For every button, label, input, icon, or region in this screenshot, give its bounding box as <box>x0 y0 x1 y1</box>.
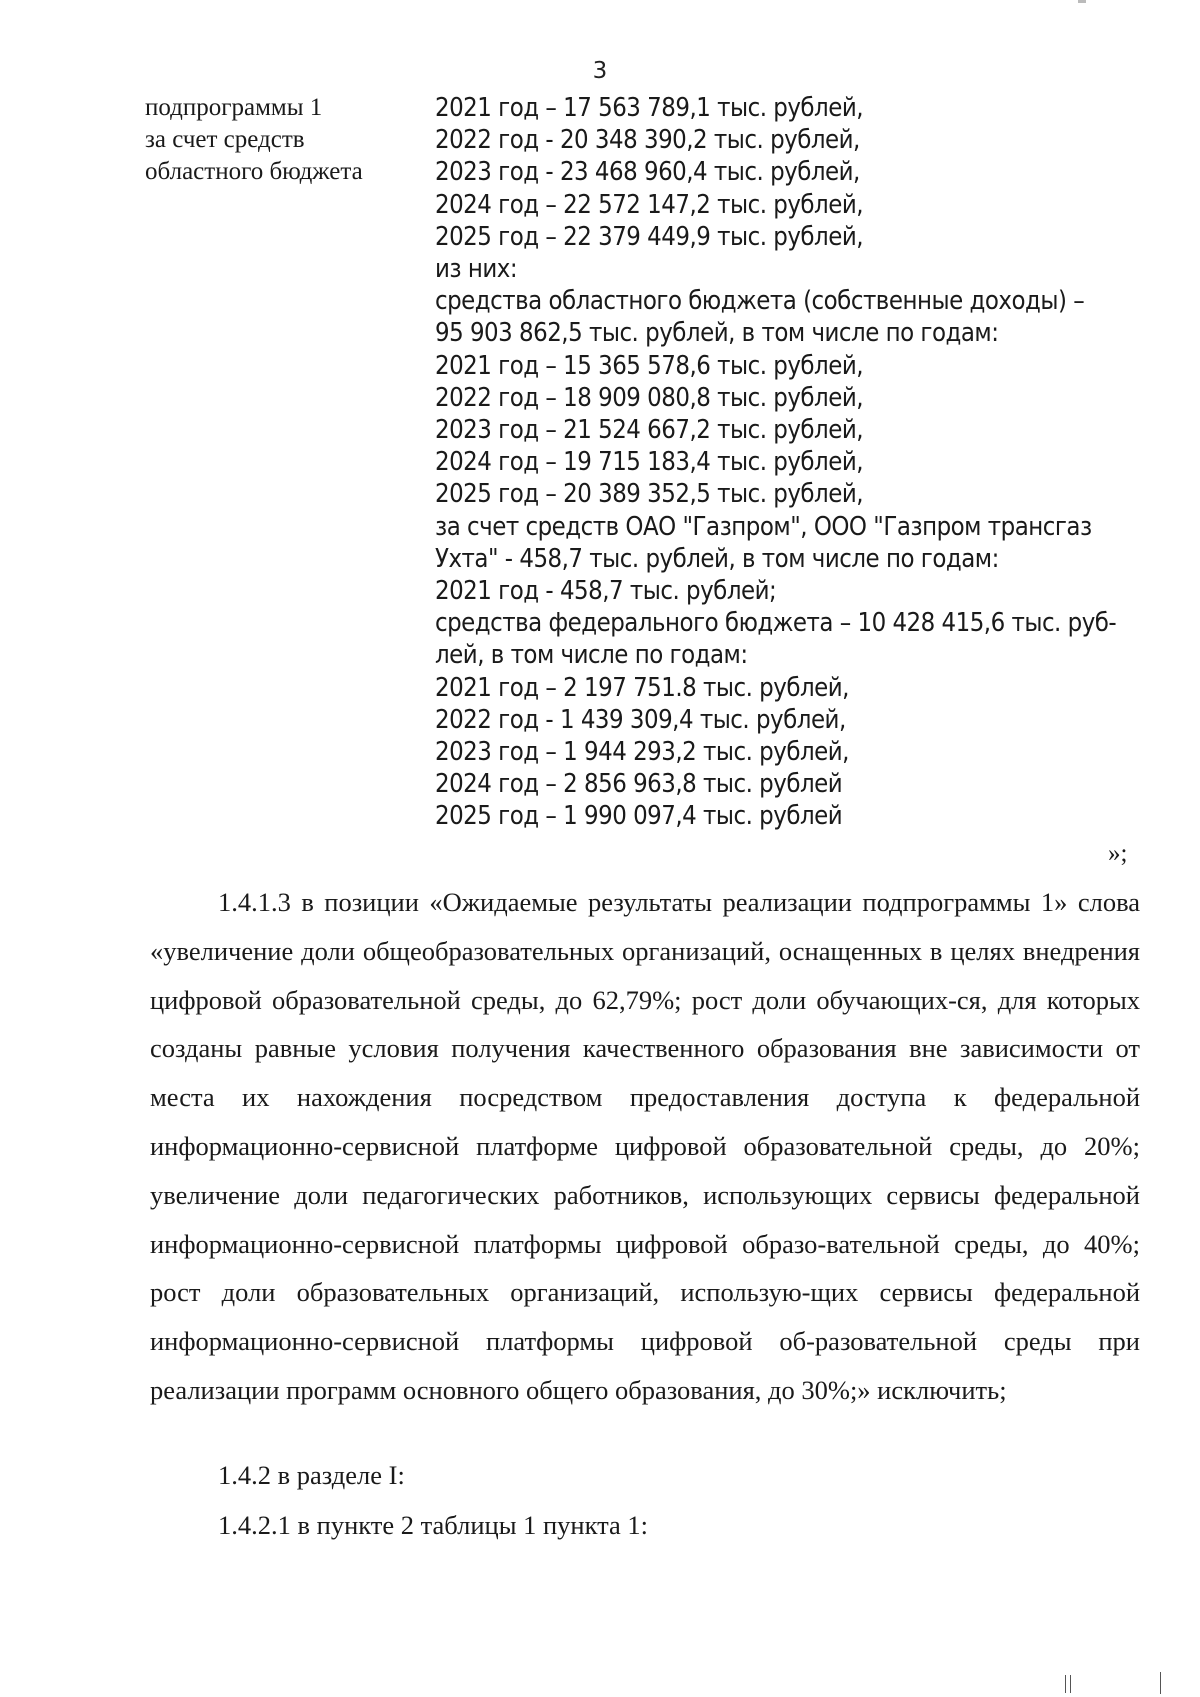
funding-line: 2022 год - 1 439 309,4 тыс. рублей, <box>435 704 846 735</box>
funding-line: 2023 год – 1 944 293,2 тыс. рублей, <box>435 737 849 768</box>
funding-line: 2025 год – 20 389 352,5 тыс. рублей, <box>435 479 864 510</box>
funding-line: 2024 год – 2 856 963,8 тыс. рублей <box>435 769 843 800</box>
funding-label <box>145 92 425 188</box>
scan-artifact <box>1065 1675 1066 1693</box>
funding-line: 2021 год - 458,7 тыс. рублей; <box>435 576 777 607</box>
funding-line: лей, в том числе по годам: <box>435 640 748 671</box>
funding-line: 95 903 862,5 тыс. рублей, в том числе по годам: <box>435 318 999 349</box>
funding-line: средства федерального бюджета – 10 428 415,6 тыс. руб- <box>435 608 1117 639</box>
funding-line: 2022 год – 18 909 080,8 тыс. рублей, <box>435 382 864 413</box>
funding-line: 2021 год – 15 365 578,6 тыс. рублей, <box>435 350 864 381</box>
closing-quote: »; <box>1108 840 1128 867</box>
funding-line: 2025 год – 22 379 449,9 тыс. рублей, <box>435 221 864 252</box>
funding-line: за счет средств ОАО "Газпром", ООО "Газпром трансгаз <box>435 511 1092 542</box>
scan-artifact <box>1160 1672 1161 1694</box>
funding-line: 2025 год – 1 990 097,4 тыс. рублей <box>435 801 843 832</box>
scan-artifact <box>1070 1675 1071 1693</box>
page-number: 3 <box>592 58 608 84</box>
amendment-paragraph: 1.4.1.3 в позиции «Ожидаемые результаты реализации подпрограммы 1» слова «увеличение доли общеобразовательных организаций, оснащенных в целях внедрения цифровой образовательной среды, до 62,79%; рост доли обучающих-ся, для которых созданы равные условия получения качественного образования вне зависимости от места их нахождения посредством предоставления доступа к федеральной информационно-сервисной платформе цифровой образовательной среды, до 20%; увеличение доли педагогических работников, использующих сервисы федеральной информационно-сервисной платформы цифровой образо-вательной среды, до 40%; рост доли образовательных организаций, использую-щих сервисы федеральной информационно-сервисной платформы цифровой об-разовательной среды при реализации программ основного общего образования, до 30%;» исключить; <box>150 887 1140 1405</box>
funding-line: 2023 год - 23 468 960,4 тыс. рублей, <box>435 157 860 188</box>
funding-label-line: за счет средств <box>145 126 305 153</box>
funding-line: 2021 год – 2 197 751.8 тыс. рублей, <box>435 672 849 703</box>
funding-line: 2021 год – 17 563 789,1 тыс. рублей, <box>435 93 864 123</box>
subsection-heading: 1.4.2.1 в пункте 2 таблицы 1 пункта 1: <box>218 1510 649 1540</box>
funding-line: средства областного бюджета (собственные доходы) – <box>435 286 1085 317</box>
funding-line: 2024 год – 22 572 147,2 тыс. рублей, <box>435 189 864 220</box>
funding-line: Ухта" - 458,7 тыс. рублей, в том числе по годам: <box>435 543 999 574</box>
funding-line: 2024 год – 19 715 183,4 тыс. рублей, <box>435 447 864 478</box>
funding-line: из них: <box>435 254 518 285</box>
scan-artifact <box>1078 0 1086 3</box>
section-heading: 1.4.2 в разделе I: <box>218 1460 405 1490</box>
funding-label-line: областного бюджета <box>145 158 363 185</box>
funding-details <box>435 92 1135 833</box>
funding-line: 2023 год – 21 524 667,2 тыс. рублей, <box>435 415 864 446</box>
funding-line: 2022 год - 20 348 390,2 тыс. рублей, <box>435 125 860 156</box>
funding-label-line: подпрограммы 1 <box>145 94 323 121</box>
